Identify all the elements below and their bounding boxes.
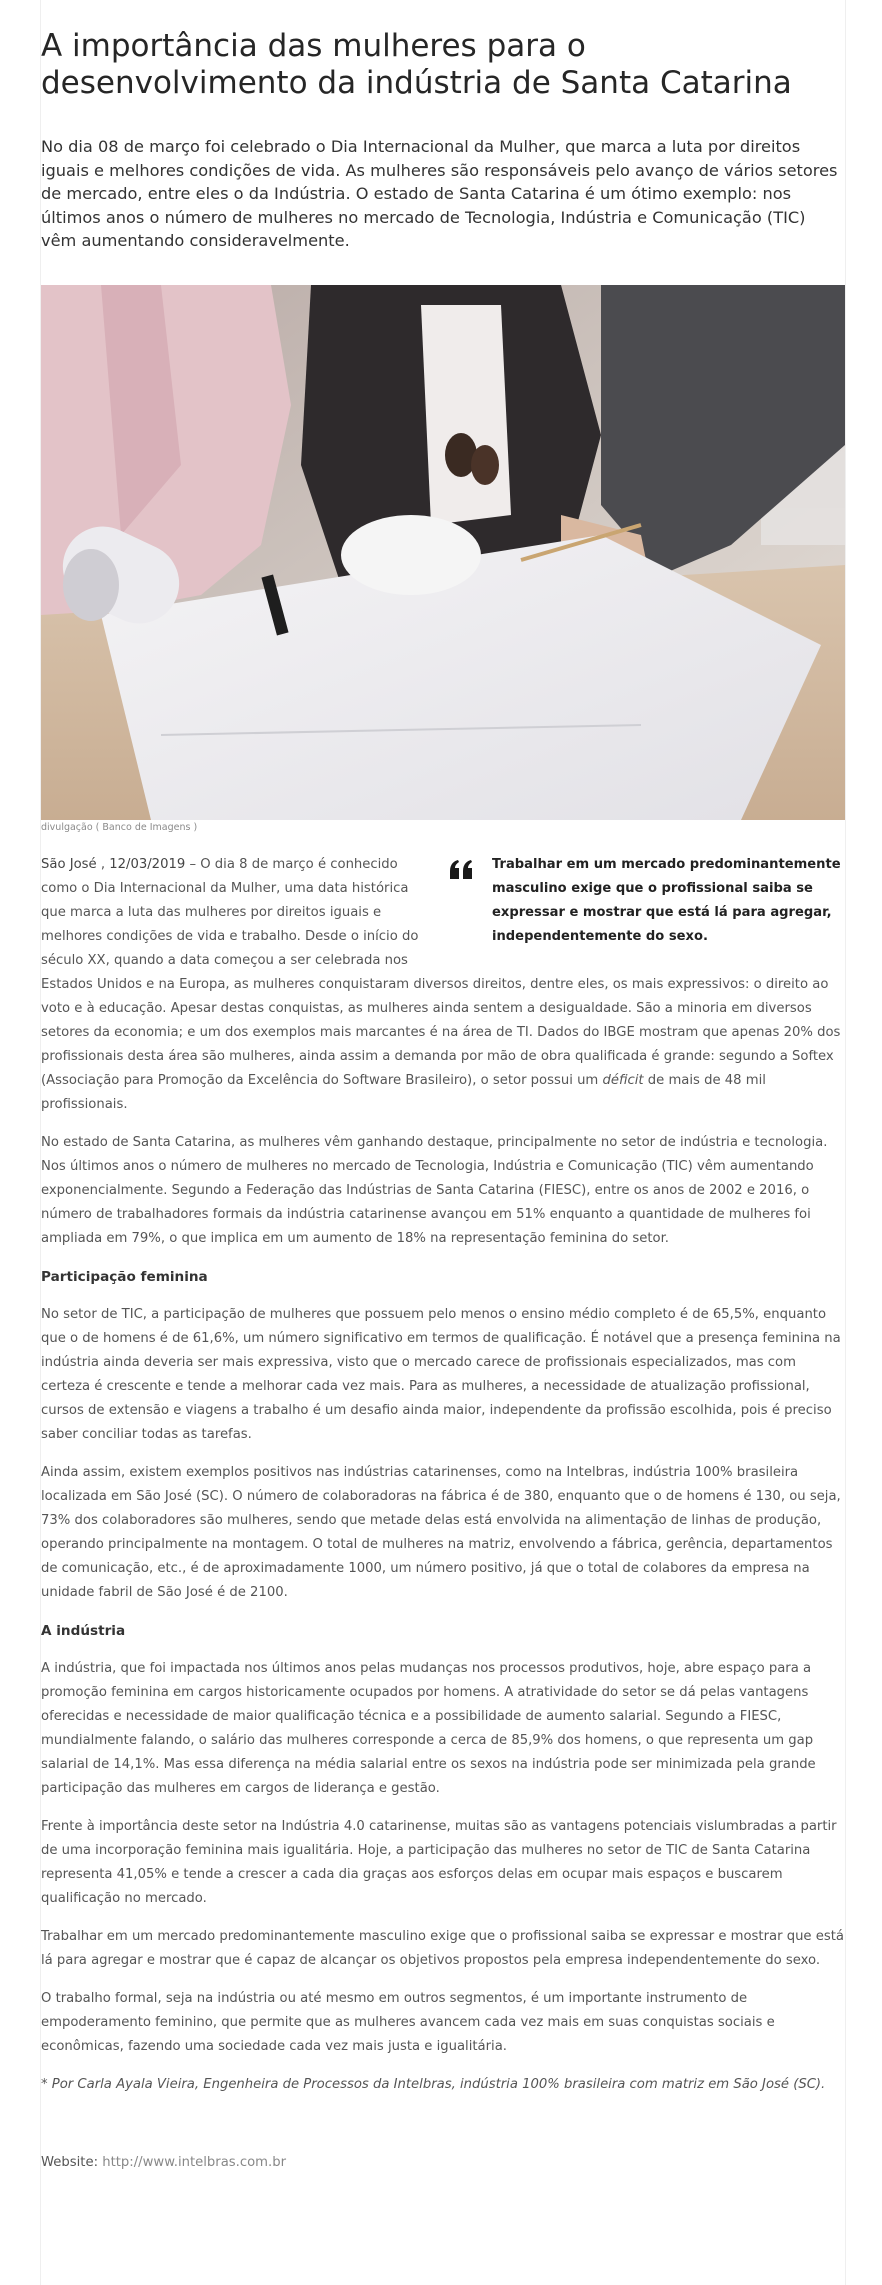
deficit-term: déficit: [602, 1073, 644, 1088]
byline-dash: –: [185, 857, 201, 872]
quote-icon: [448, 859, 474, 890]
paragraph-intelbras: Ainda assim, existem exemplos positivos nas indústrias catarinenses, como na Intelbras, indústria 100% brasileira localizada em São José (SC). O número de colaboradoras na fábrica é de 380, enquanto que o de homens é 130, ou seja, 73% dos colaboradores são mulheres, sendo que metade delas está envolvida na alimentação de linhas de produção, operando principalmente na montagem. O total de mulheres na matriz, envolvendo a fábrica, gerência, departamentos de comunicação, etc., é de aproximadamente 1000, um número positivo, já que o total de colabores da empresa na unidade fabril de São José é de 2100.: [41, 1465, 841, 1600]
paragraph-industria-40: Frente à importância deste setor na Indústria 4.0 catarinense, muitas são as vantagens potenciais vislumbradas a partir de uma incorporação feminina mais igualitária. Hoje, a participação das mulheres no setor de TIC de Santa Catarina representa 41,05% e tende a crescer a cada dia graças aos esforços delas em ocupar mais espaços e buscarem qualificação no mercado.: [41, 1819, 837, 1906]
article-body: [41, 853, 845, 2189]
byline-date: 12/03/2019: [109, 857, 186, 872]
paragraph-tic: No setor de TIC, a participação de mulheres que possuem pelo menos o ensino médio completo é de 65,5%, enquanto que o de homens é de 61,6%, um número significativo em termos de qualificação. É notável que a presença feminina na indústria ainda deveria ser mais expressiva, visto que o mercado carece de profissionais especializados, mas com certeza é crescente e tende a melhorar cada vez mais. Para as mulheres, a necessidade de atualização profissional, cursos de extensão e viagens a trabalho é um desafio ainda maior, independente da profissão escolhida, pois é preciso saber conciliar todas as tarefas.: [41, 1307, 841, 1442]
author-signoff: * Por Carla Ayala Vieira, Engenheira de Processos da Intelbras, indústria 100% brasileira com matriz em São José (SC).: [41, 2077, 826, 2092]
article-title: A importância das mulheres para o desenvolvimento da indústria de Santa Catarina: [41, 28, 792, 101]
photo-illustration: [41, 285, 845, 820]
website-label: Website:: [41, 2155, 103, 2170]
article-lead: No dia 08 de março foi celebrado o Dia Internacional da Mulher, que marca a luta por direitos iguais e melhores condições de vida. As mulheres são responsáveis pelo avanço de vários setores de mercado, entre eles o da Indústria. O estado de Santa Catarina é um ótimo exemplo: nos últimos anos o número de mulheres no mercado de Tecnologia, Indústria e Comunicação (TIC) vêm aumentando consideravelmente.: [41, 137, 838, 251]
paragraph-santa-catarina: No estado de Santa Catarina, as mulheres vêm ganhando destaque, principalmente no setor de indústria e tecnologia. Nos últimos anos o número de mulheres no mercado de Tecnologia, Indústria e Comunicação (TIC) vêm aumentando exponencialmente. Segundo a Federação das Indústrias de Santa Catarina (FIESC), entre os anos de 2002 e 2016, o número de trabalhadores formais da indústria catarinense avançou em 51% enquanto a quantidade de mulheres foi ampliada em 79%, o que implica em um aumento de 18% na representação feminina do setor.: [41, 1135, 828, 1246]
paragraph-trabalho-formal: O trabalho formal, seja na indústria ou até mesmo em outros segmentos, é um importante instrumento de empoderamento feminino, que permite que as mulheres avancem cada vez mais em suas conquistas sociais e econômicas, fazendo uma sociedade cada vez mais justa e igualitária.: [41, 1991, 775, 2054]
image-caption: divulgação ( Banco de Imagens ): [41, 822, 198, 833]
heading-industria: A indústria: [41, 1623, 126, 1639]
byline-separator: ,: [96, 857, 110, 872]
pull-quote: [443, 853, 845, 949]
heading-participacao: Participação feminina: [41, 1269, 208, 1285]
paragraph-industria: A indústria, que foi impactada nos últimos anos pelas mudanças nos processos produtivos, hoje, abre espaço para a promoção feminina em cargos historicamente ocupados por homens. A atratividade do setor se dá pelas vantagens oferecidas e necessidade de maior qualificação técnica e a possibilidade de aumento salarial. Segundo a FIESC, mundialmente falando, o salário das mulheres corresponde a cerca de 85,9% dos homens, o que representa um gap salarial de 14,1%. Mas essa diferença na média salarial entre os sexos na indústria pode ser minimizada pela grande participação das mulheres em cargos de liderança e gestão.: [41, 1661, 816, 1796]
paragraph-intro-end: de mais de 48 mil profissionais.: [41, 1073, 766, 1112]
website-link[interactable]: http://www.intelbras.com.br: [102, 2155, 287, 2170]
right-border: [845, 0, 846, 2285]
paragraph-mercado: Trabalhar em um mercado predominantemente masculino exige que o profissional saiba se expressar e mostrar que está lá para agregar e mostrar que é capaz de alcançar os objetivos propostos pela empresa independentemente do sexo.: [41, 1929, 844, 1968]
website-line: [41, 2151, 845, 2175]
byline-place: São José: [41, 857, 97, 872]
article-photo: [41, 285, 845, 820]
byline: [41, 857, 200, 872]
pull-quote-text: Trabalhar em um mercado predominantemente masculino exige que o profissional saiba se expressar e mostrar que está lá para agregar, independentemente do sexo.: [492, 857, 841, 944]
paragraph-intro-start: O dia 8 de março é conhecido como o Dia Internacional da Mulher, uma data histórica que marca a luta das mulheres por direitos iguais e melhores condições de vida e trabalho. Desde o início do século XX, quando a data começou a ser celebrada nos Estados Unidos e na Europa, as mulheres conquistaram diversos direitos, dentre eles, os mais expressivos: o direito ao voto e à educação. Apesar destas conquistas, as mulheres ainda sentem a desigualdade. São a minoria em diversos setores da economia; e um dos exemplos mais marcantes é na área de TI. Dados do IBGE mostram que apenas 20% dos profissionais desta área são mulheres, ainda assim a demanda por mão de obra qualificada é grande: segundo a Softex (Associação para Promoção da Excelência do Software Brasileiro), o setor possui um: [41, 857, 841, 1088]
